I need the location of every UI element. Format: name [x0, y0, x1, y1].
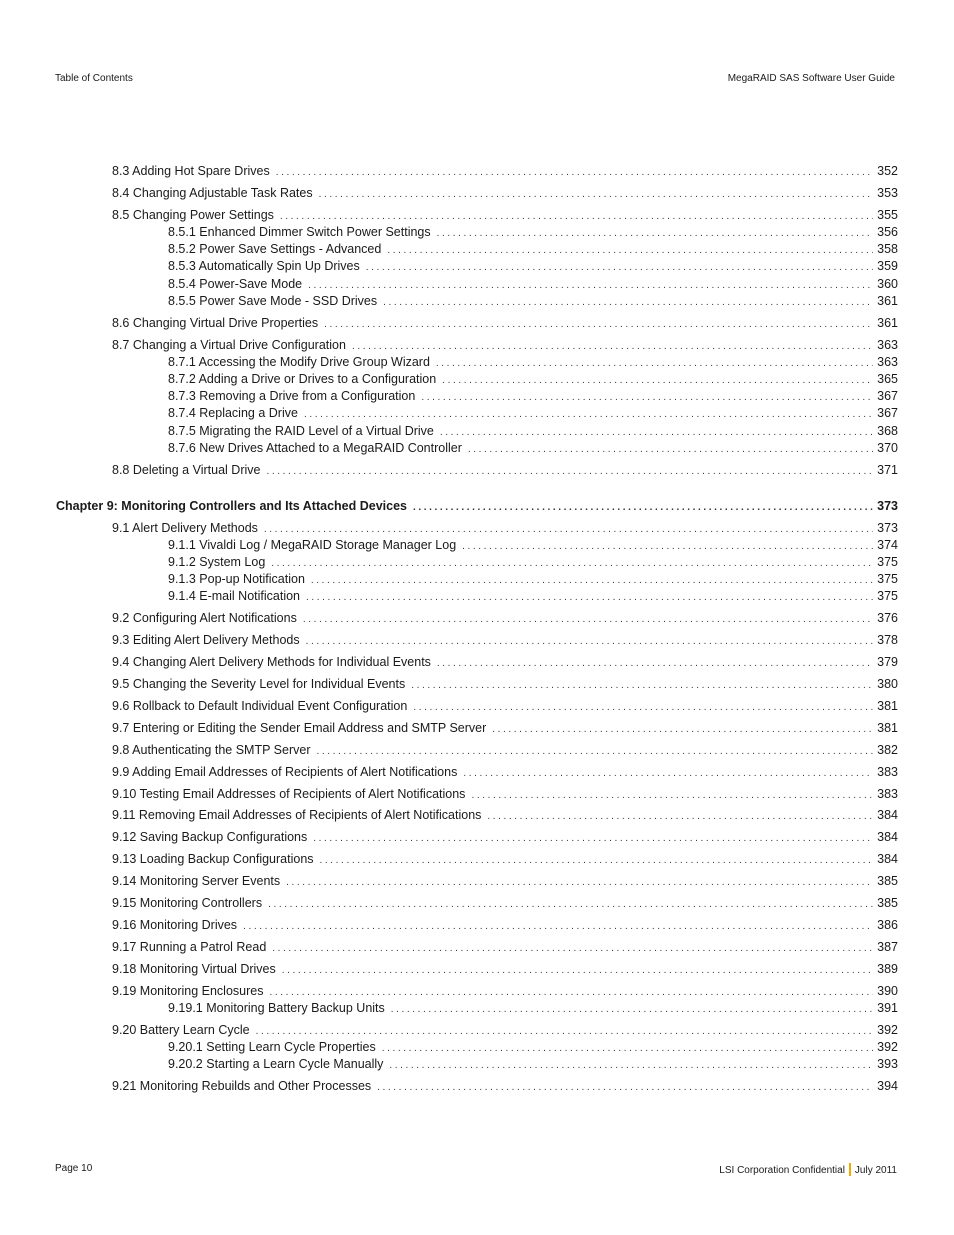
- toc-entry-title: 9.17 Running a Patrol Read: [112, 940, 267, 954]
- toc-entry-page: 384: [877, 808, 898, 822]
- toc-entry-title: 9.10 Testing Email Addresses of Recipients of Alert Notifications: [112, 787, 466, 801]
- toc-entry[interactable]: [112, 337, 898, 354]
- toc-entry[interactable]: [168, 224, 898, 241]
- toc-entry-title: 8.7.4 Replacing a Drive: [168, 406, 298, 420]
- running-header-title: MegaRAID SAS Software User Guide: [727, 73, 895, 84]
- toc-entry-title: 9.21 Monitoring Rebuilds and Other Processes: [112, 1079, 372, 1093]
- toc-dot-leader: [411, 677, 873, 693]
- toc-entry-title: 9.20 Battery Learn Cycle: [112, 1023, 250, 1037]
- toc-entry-page: 391: [877, 1001, 898, 1015]
- toc-entry[interactable]: [168, 537, 898, 554]
- toc-entry-page: 381: [877, 699, 898, 713]
- toc-dot-leader: [303, 611, 873, 627]
- toc-dot-leader: [391, 1001, 873, 1017]
- toc-dot-leader: [463, 765, 873, 781]
- toc-entry-title: 9.18 Monitoring Virtual Drives: [112, 962, 276, 976]
- toc-entry-title: 9.8 Authenticating the SMTP Server: [112, 743, 311, 757]
- toc-entry-title: 9.20.2 Starting a Learn Cycle Manually: [168, 1057, 384, 1071]
- toc-dot-leader: [304, 406, 873, 422]
- toc-entry-page: 371: [877, 463, 898, 477]
- toc-entry-page: 359: [877, 259, 898, 273]
- toc-entry[interactable]: [168, 588, 898, 605]
- toc-dot-leader: [471, 787, 873, 803]
- toc-entry-title: 9.3 Editing Alert Delivery Methods: [112, 633, 300, 647]
- toc-entry[interactable]: [168, 405, 898, 422]
- toc-entry[interactable]: [168, 258, 898, 275]
- toc-entry-page: 355: [877, 208, 898, 222]
- toc-entry-page: 361: [877, 294, 898, 308]
- toc-dot-leader: [319, 186, 874, 202]
- toc-entry-title: 9.12 Saving Backup Configurations: [112, 830, 308, 844]
- toc-entry[interactable]: [112, 1078, 898, 1095]
- toc-dot-leader: [280, 208, 873, 224]
- toc-entry-page: 393: [877, 1057, 898, 1071]
- toc-dot-leader: [266, 463, 873, 479]
- toc-dot-leader: [413, 499, 873, 515]
- toc-entry-page: 380: [877, 677, 898, 691]
- toc-entry[interactable]: [112, 462, 898, 479]
- toc-entry-page: 360: [877, 277, 898, 291]
- toc-entry-page: 382: [877, 743, 898, 757]
- toc-entry-title: 9.15 Monitoring Controllers: [112, 896, 263, 910]
- toc-dot-leader: [256, 1023, 874, 1039]
- toc-entry-page: 386: [877, 918, 898, 932]
- page-number: Page 10: [55, 1163, 93, 1174]
- toc-dot-leader: [436, 355, 873, 371]
- toc-entry-page: 353: [877, 186, 898, 200]
- toc-entry-title: 8.5.3 Automatically Spin Up Drives: [168, 259, 360, 273]
- toc-dot-leader: [421, 389, 873, 405]
- toc-entry[interactable]: [168, 554, 898, 571]
- toc-entry-title: 8.7.2 Adding a Drive or Drives to a Configuration: [168, 372, 437, 386]
- toc-entry-page: 378: [877, 633, 898, 647]
- toc-entry-title: 8.5.4 Power-Save Mode: [168, 277, 303, 291]
- toc-entry[interactable]: [112, 698, 898, 715]
- toc-entry[interactable]: [112, 520, 898, 537]
- toc-entry-page: 367: [877, 389, 898, 403]
- toc-entry-page: 363: [877, 338, 898, 352]
- toc-entry-title: 9.1.4 E-mail Notification: [168, 589, 301, 603]
- toc-dot-leader: [413, 699, 873, 715]
- toc-entry[interactable]: [112, 786, 898, 803]
- toc-entry-title: 8.4 Changing Adjustable Task Rates: [112, 186, 313, 200]
- toc-entry[interactable]: [112, 807, 898, 824]
- toc-entry-page: 383: [877, 787, 898, 801]
- toc-dot-leader: [387, 242, 873, 258]
- toc-entry-page: 356: [877, 225, 898, 239]
- toc-dot-leader: [462, 538, 873, 554]
- toc-entry-title: 8.7.6 New Drives Attached to a MegaRAID Controller: [168, 441, 462, 455]
- toc-entry-title: 9.19.1 Monitoring Battery Backup Units: [168, 1001, 385, 1015]
- toc-entry-page: 389: [877, 962, 898, 976]
- toc-entry-page: 374: [877, 538, 898, 552]
- toc-dot-leader: [286, 874, 873, 890]
- toc-dot-leader: [269, 984, 873, 1000]
- footer-confidentiality: [719, 1163, 897, 1176]
- toc-entry-page: 358: [877, 242, 898, 256]
- toc-entry-page: 385: [877, 874, 898, 888]
- toc-entry-title: 8.7.1 Accessing the Modify Drive Group Wizard: [168, 355, 430, 369]
- toc-entry-page: 368: [877, 424, 898, 438]
- toc-entry-page: 379: [877, 655, 898, 669]
- toc-entry-title: 9.2 Configuring Alert Notifications: [112, 611, 297, 625]
- toc-entry[interactable]: [112, 720, 898, 737]
- toc-entry-page: 375: [877, 555, 898, 569]
- toc-entry[interactable]: [112, 676, 898, 693]
- toc-entry-page: 383: [877, 765, 898, 779]
- toc-entry-title: 8.8 Deleting a Virtual Drive: [112, 463, 261, 477]
- toc-dot-leader: [352, 338, 873, 354]
- toc-entry[interactable]: [112, 163, 898, 180]
- toc-entry[interactable]: [112, 654, 898, 671]
- toc-dot-leader: [382, 1040, 873, 1056]
- toc-dot-leader: [366, 259, 873, 275]
- toc-entry[interactable]: [168, 571, 898, 588]
- toc-entry[interactable]: [112, 851, 898, 868]
- toc-dot-leader: [468, 441, 873, 457]
- toc-dot-leader: [389, 1057, 873, 1073]
- footer-date: July 2011: [854, 1165, 897, 1176]
- toc-entry-title: 9.4 Changing Alert Delivery Methods for Individual Events: [112, 655, 431, 669]
- toc-entry-page: 363: [877, 355, 898, 369]
- toc-entry[interactable]: [112, 983, 898, 1000]
- toc-dot-leader: [437, 655, 873, 671]
- toc-entry-page: 384: [877, 830, 898, 844]
- toc-entry[interactable]: [112, 764, 898, 781]
- toc-dot-leader: [383, 294, 873, 310]
- toc-entry[interactable]: [168, 241, 898, 258]
- toc-dot-leader: [442, 372, 873, 388]
- toc-entry-page: 392: [877, 1040, 898, 1054]
- toc-entry-page: 381: [877, 721, 898, 735]
- toc-dot-leader: [313, 830, 873, 846]
- toc-entry-title: 9.6 Rollback to Default Individual Event Configuration: [112, 699, 408, 713]
- toc-entry[interactable]: [112, 610, 898, 627]
- toc-entry-page: 385: [877, 896, 898, 910]
- toc-entry-title: 9.9 Adding Email Addresses of Recipients of Alert Notifications: [112, 765, 458, 779]
- toc-dot-leader: [487, 808, 873, 824]
- toc-entry[interactable]: [112, 1022, 898, 1039]
- toc-entry-title: 9.11 Removing Email Addresses of Recipients of Alert Notifications: [112, 808, 482, 822]
- toc-dot-leader: [306, 633, 874, 649]
- toc-dot-leader: [324, 316, 873, 332]
- toc-entry-title: 8.6 Changing Virtual Drive Properties: [112, 316, 319, 330]
- toc-entry[interactable]: [112, 207, 898, 224]
- toc-entry-title: Chapter 9: Monitoring Controllers and Its Attached Devices: [56, 499, 407, 513]
- toc-dot-leader: [272, 940, 873, 956]
- toc-entry[interactable]: [112, 185, 898, 202]
- toc-entry[interactable]: [168, 276, 898, 293]
- toc-entry-title: 9.1.3 Pop-up Notification: [168, 572, 305, 586]
- toc-dot-leader: [276, 164, 873, 180]
- toc-entry-title: 9.1.2 System Log: [168, 555, 266, 569]
- toc-dot-leader: [271, 555, 873, 571]
- toc-entry[interactable]: [112, 873, 898, 890]
- toc-entry-page: 375: [877, 572, 898, 586]
- toc-entry-page: 370: [877, 441, 898, 455]
- toc-entry[interactable]: [168, 293, 898, 310]
- toc-entry[interactable]: [112, 829, 898, 846]
- toc-entry-title: 9.19 Monitoring Enclosures: [112, 984, 264, 998]
- toc-entry[interactable]: [168, 1000, 898, 1017]
- toc-entry-page: 373: [877, 499, 898, 513]
- toc-dot-leader: [437, 225, 874, 241]
- toc-dot-leader: [377, 1079, 873, 1095]
- toc-dot-leader: [492, 721, 873, 737]
- toc-entry-title: 8.7.5 Migrating the RAID Level of a Virtual Drive: [168, 424, 434, 438]
- toc-entry[interactable]: [168, 388, 898, 405]
- toc-entry[interactable]: [112, 917, 898, 934]
- toc-entry-page: 392: [877, 1023, 898, 1037]
- toc-entry[interactable]: [168, 423, 898, 440]
- toc-entry-title: 9.7 Entering or Editing the Sender Email Address and SMTP Server: [112, 721, 487, 735]
- toc-entry-page: 373: [877, 521, 898, 535]
- toc-entry-page: 390: [877, 984, 898, 998]
- toc-dot-leader: [440, 424, 873, 440]
- toc-entry-title: 9.16 Monitoring Drives: [112, 918, 238, 932]
- footer-divider: [849, 1163, 851, 1176]
- toc-entry[interactable]: [112, 632, 898, 649]
- toc-entry[interactable]: [112, 961, 898, 978]
- toc-entry-page: 376: [877, 611, 898, 625]
- toc-entry-title: 9.1 Alert Delivery Methods: [112, 521, 258, 535]
- toc-entry[interactable]: [112, 895, 898, 912]
- toc-entry[interactable]: [168, 1039, 898, 1056]
- toc-dot-leader: [320, 852, 874, 868]
- toc-dot-leader: [308, 277, 873, 293]
- toc-entry-page: 367: [877, 406, 898, 420]
- toc-entry-title: 9.14 Monitoring Server Events: [112, 874, 281, 888]
- toc-entry-page: 387: [877, 940, 898, 954]
- toc-dot-leader: [243, 918, 873, 934]
- toc-entry-title: 9.13 Loading Backup Configurations: [112, 852, 314, 866]
- toc-entry-title: 9.5 Changing the Severity Level for Individual Events: [112, 677, 406, 691]
- toc-entry-page: 365: [877, 372, 898, 386]
- toc-entry-title: 9.20.1 Setting Learn Cycle Properties: [168, 1040, 376, 1054]
- toc-dot-leader: [317, 743, 874, 759]
- toc-entry-page: 361: [877, 316, 898, 330]
- toc-entry-title: 8.5.1 Enhanced Dimmer Switch Power Settings: [168, 225, 431, 239]
- toc-dot-leader: [268, 896, 873, 912]
- toc-entry-page: 384: [877, 852, 898, 866]
- toc-entry-title: 8.7.3 Removing a Drive from a Configuration: [168, 389, 416, 403]
- footer-company: LSI Corporation Confidential: [719, 1165, 845, 1176]
- toc-dot-leader: [264, 521, 873, 537]
- toc-entry-title: 8.3 Adding Hot Spare Drives: [112, 164, 270, 178]
- toc-entry-title: 8.7 Changing a Virtual Drive Configuration: [112, 338, 346, 352]
- toc-chapter-entry[interactable]: [56, 498, 898, 515]
- running-header-section: Table of Contents: [55, 73, 133, 84]
- toc-entry[interactable]: [168, 354, 898, 371]
- toc-entry-page: 352: [877, 164, 898, 178]
- toc-entry[interactable]: [168, 440, 898, 457]
- toc-entry[interactable]: [112, 315, 898, 332]
- toc-entry-title: 8.5.2 Power Save Settings - Advanced: [168, 242, 382, 256]
- toc-entry-title: 8.5.5 Power Save Mode - SSD Drives: [168, 294, 378, 308]
- toc-dot-leader: [282, 962, 873, 978]
- toc-entry-page: 394: [877, 1079, 898, 1093]
- toc-dot-leader: [306, 589, 873, 605]
- toc-entry-title: 8.5 Changing Power Settings: [112, 208, 274, 222]
- toc-entry-page: 375: [877, 589, 898, 603]
- toc-entry[interactable]: [112, 939, 898, 956]
- toc-entry[interactable]: [112, 742, 898, 759]
- toc-entry-title: 9.1.1 Vivaldi Log / MegaRAID Storage Manager Log: [168, 538, 457, 552]
- toc-entry[interactable]: [168, 371, 898, 388]
- toc-dot-leader: [311, 572, 873, 588]
- toc-entry[interactable]: [168, 1056, 898, 1073]
